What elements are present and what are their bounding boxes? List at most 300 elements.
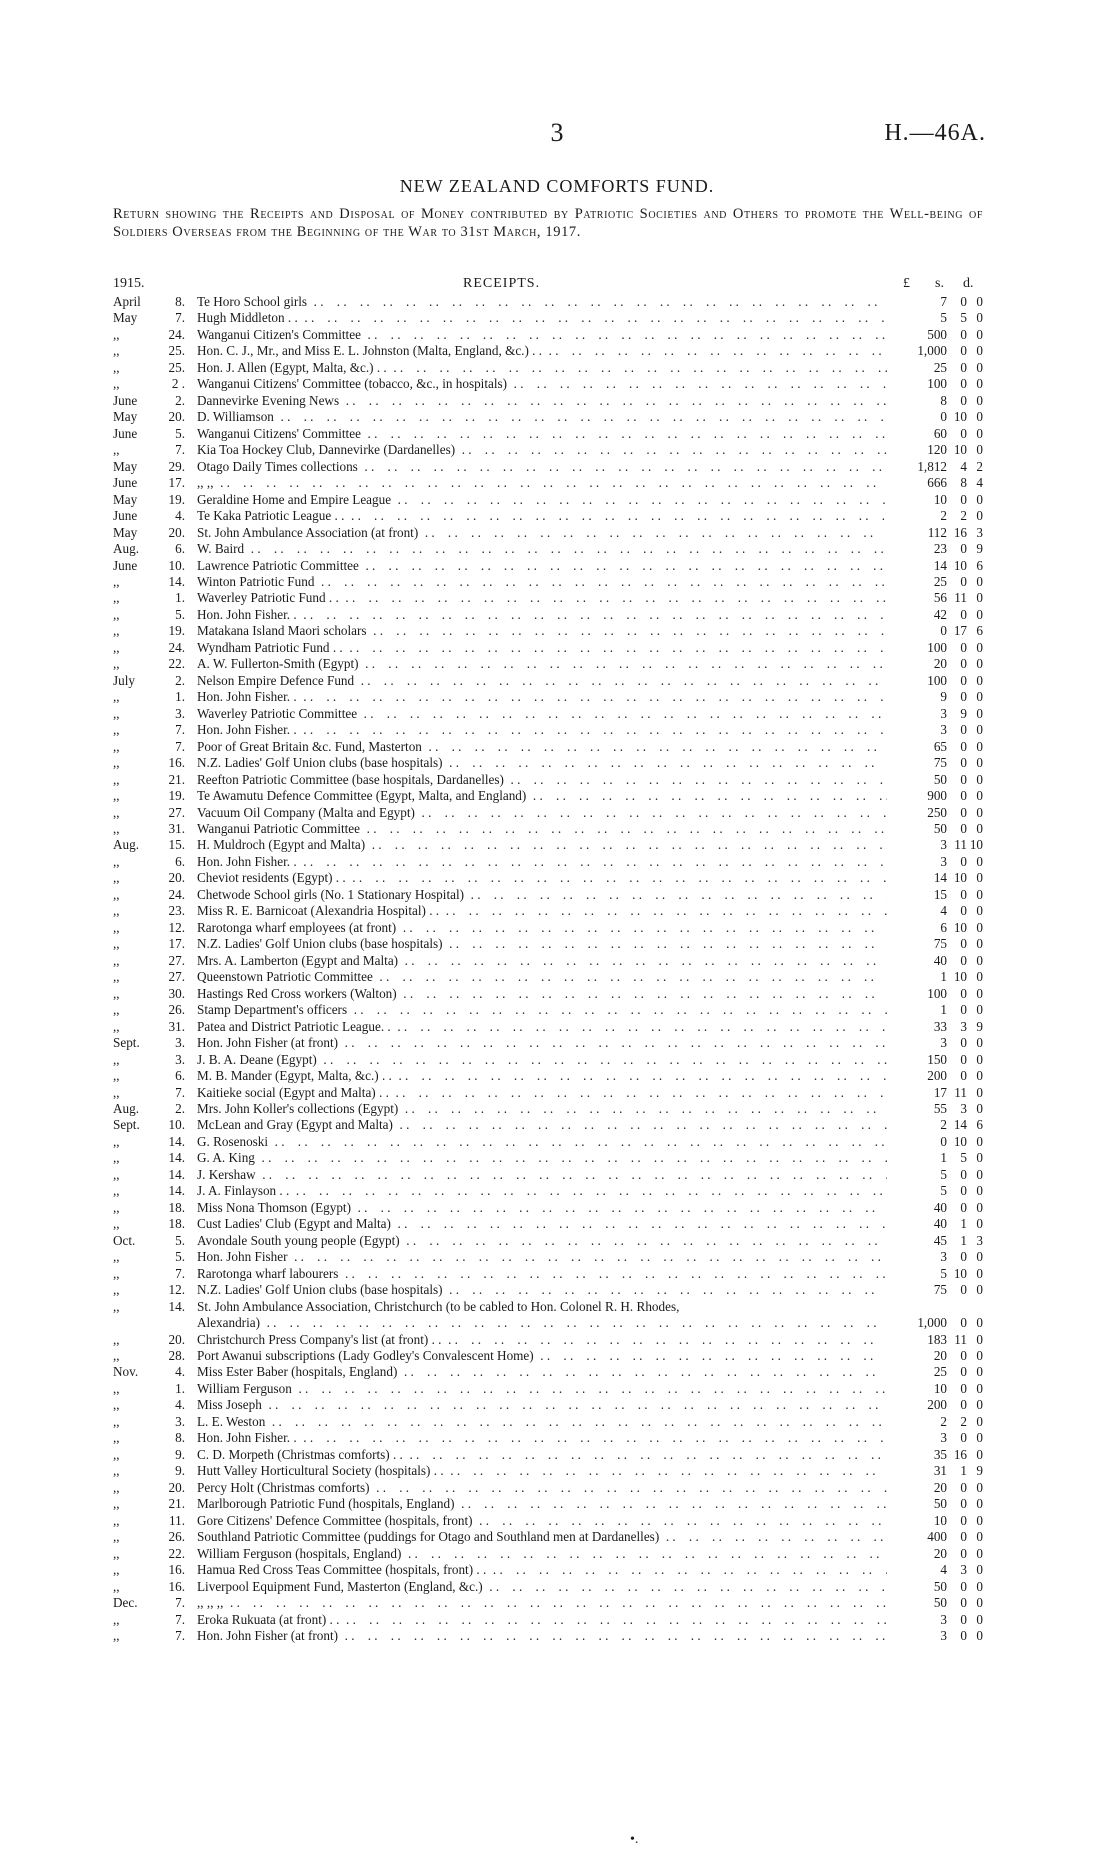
- row-pence: 0: [976, 1578, 983, 1594]
- row-shillings: 10: [953, 557, 967, 573]
- row-shillings: 10: [953, 1133, 967, 1149]
- row-day: 7.: [175, 1595, 185, 1611]
- row-shillings: 0: [960, 343, 967, 359]
- row-pence: 0: [976, 392, 983, 408]
- row-pence: 0: [976, 1627, 983, 1643]
- table-row: [113, 854, 983, 870]
- row-shillings: 0: [960, 1282, 967, 1298]
- row-month: ,,: [113, 804, 120, 820]
- table-row: [113, 294, 983, 310]
- table-row: [113, 936, 983, 952]
- row-description: Nelson Empire Defence Fund . .: [197, 673, 887, 689]
- row-description: Te Awamutu Defence Committee (Egypt, Malta, and England) . .: [197, 788, 887, 804]
- row-day: 24.: [168, 639, 185, 655]
- row-pence: 0: [976, 310, 983, 326]
- row-month: ,,: [113, 1018, 120, 1034]
- row-day: 6.: [175, 541, 185, 557]
- row-pounds: 1: [940, 1002, 947, 1018]
- row-pence: 9: [976, 541, 983, 557]
- row-day: 14.: [168, 1150, 185, 1166]
- row-month: ,,: [113, 1578, 120, 1594]
- table-row: [113, 1430, 983, 1446]
- row-day: 14.: [168, 573, 185, 589]
- row-pounds: 15: [933, 886, 947, 902]
- table-row: [113, 1019, 983, 1035]
- row-pence: 0: [976, 639, 983, 655]
- row-description: Marlborough Patriotic Fund (hospitals, England) . .: [197, 1496, 887, 1512]
- row-month: ,,: [113, 1199, 120, 1215]
- row-day: 24.: [168, 886, 185, 902]
- row-pence: 0: [976, 870, 983, 886]
- table-row: [113, 1381, 983, 1397]
- table-row: [113, 1628, 983, 1644]
- row-pence: 0: [976, 1150, 983, 1166]
- table-row: [113, 656, 983, 672]
- row-day: 1.: [175, 1380, 185, 1396]
- table-row: [113, 558, 983, 574]
- table-row: [113, 1266, 983, 1282]
- row-description: Gore Citizens' Defence Committee (hospitals, front) . .: [197, 1513, 887, 1529]
- table-row: [113, 1595, 983, 1611]
- table-row: [113, 953, 983, 969]
- row-pounds: 2: [940, 508, 947, 524]
- row-description: Hon. John Fisher . .: [197, 1249, 887, 1265]
- row-description: Wyndham Patriotic Fund . . . .: [197, 640, 887, 656]
- row-day: 14.: [168, 1298, 185, 1314]
- row-shillings: 0: [960, 573, 967, 589]
- row-shillings: 0: [960, 771, 967, 787]
- row-month: ,,: [113, 1249, 120, 1265]
- row-shillings: 0: [960, 491, 967, 507]
- table-row: [113, 1085, 983, 1101]
- row-pence: 0: [976, 1380, 983, 1396]
- table-row: [113, 640, 983, 656]
- row-shillings: 0: [960, 936, 967, 952]
- row-shillings: 0: [960, 1249, 967, 1265]
- table-row: [113, 887, 983, 903]
- row-pounds: 4: [940, 1562, 947, 1578]
- table-row: [113, 706, 983, 722]
- row-day: 25.: [168, 359, 185, 375]
- row-description: Liverpool Equipment Fund, Masterton (England, &c.) . .: [197, 1579, 887, 1595]
- row-description: Rarotonga wharf labourers . .: [197, 1266, 887, 1282]
- row-month: ,,: [113, 821, 120, 836]
- table-row: [113, 1233, 983, 1249]
- row-day: 9.: [175, 1446, 185, 1462]
- row-pounds: 5: [940, 1183, 947, 1199]
- row-month: May: [113, 491, 138, 507]
- row-day: 24.: [168, 326, 185, 342]
- row-day: 6.: [175, 1068, 185, 1084]
- row-pence: 0: [976, 1183, 983, 1199]
- table-row: [113, 1463, 983, 1479]
- row-description: Te Kaka Patriotic League . . . .: [197, 508, 887, 524]
- row-pounds: 17: [933, 1084, 947, 1100]
- row-pence: 0: [976, 919, 983, 935]
- row-shillings: 0: [960, 1430, 967, 1446]
- row-month: May: [113, 409, 138, 425]
- row-pence: 9: [976, 1018, 983, 1034]
- row-pounds: 183: [927, 1331, 947, 1347]
- row-pence: 0: [976, 425, 983, 441]
- row-pence: 0: [976, 1249, 983, 1265]
- row-day: 4.: [175, 1364, 185, 1380]
- row-shillings: 16: [953, 1446, 967, 1462]
- row-month: ,,: [113, 573, 120, 589]
- row-month: ,,: [113, 969, 120, 985]
- row-month: ,,: [113, 1413, 120, 1429]
- table-row: [113, 459, 983, 475]
- row-description: Hon. John Fisher (at front) . .: [197, 1035, 887, 1051]
- row-month: June: [113, 475, 138, 491]
- row-pence: 0: [976, 1496, 983, 1512]
- row-month: Oct.: [113, 1232, 136, 1248]
- row-day: 31.: [168, 1018, 185, 1034]
- row-description: Wanganui Citizens' Committee . .: [197, 426, 887, 442]
- row-pounds: 500: [927, 326, 947, 342]
- table-row: [113, 310, 983, 326]
- row-description: J. Kershaw . .: [197, 1167, 887, 1183]
- row-pounds: 120: [927, 442, 947, 458]
- row-day: 12.: [168, 1282, 185, 1298]
- table-row: [113, 1579, 983, 1595]
- table-row: [113, 360, 983, 376]
- row-shillings: 0: [960, 1512, 967, 1528]
- table-row: [113, 1397, 983, 1413]
- row-month: ,,: [113, 936, 120, 952]
- row-shillings: 0: [960, 1002, 967, 1018]
- row-pounds: 56: [933, 590, 947, 606]
- row-shillings: 0: [960, 1348, 967, 1363]
- row-day: 5.: [175, 606, 185, 622]
- table-row: [113, 788, 983, 804]
- row-pence: 0: [976, 656, 983, 672]
- table-row: [113, 722, 983, 738]
- row-shillings: 0: [960, 606, 967, 622]
- printer-mark: •.: [630, 1832, 639, 1847]
- row-description: Stamp Department's officers . .: [197, 1002, 887, 1018]
- row-month: ,,: [113, 590, 120, 606]
- row-day: 16.: [168, 1578, 185, 1594]
- row-shillings: 0: [960, 804, 967, 820]
- row-day: 20.: [168, 870, 185, 886]
- row-description: Hon. John Fisher. . . .: [197, 722, 887, 738]
- row-shillings: 1: [960, 1232, 967, 1248]
- row-month: Sept.: [113, 1117, 140, 1133]
- row-shillings: 0: [960, 1068, 967, 1084]
- row-pence: 0: [976, 886, 983, 902]
- row-description: Hon. John Fisher. . . .: [197, 689, 887, 705]
- row-pence: 9: [976, 1463, 983, 1479]
- row-pounds: 250: [927, 804, 947, 820]
- row-shillings: 1: [960, 1463, 967, 1479]
- table-row: [113, 1414, 983, 1430]
- row-pounds: 5: [940, 1265, 947, 1281]
- row-description: Hon. John Fisher. . . .: [197, 607, 887, 623]
- row-pounds: 7: [940, 294, 947, 309]
- row-pence: 0: [976, 1348, 983, 1363]
- row-pence: 0: [976, 1512, 983, 1528]
- row-month: ,,: [113, 359, 120, 375]
- table-row: [113, 821, 983, 837]
- table-row: [113, 508, 983, 524]
- row-day: 28.: [168, 1348, 185, 1363]
- row-pounds: 400: [927, 1529, 947, 1545]
- row-description: H. Muldroch (Egypt and Malta) . .: [197, 837, 887, 853]
- row-pounds: 9: [940, 689, 947, 705]
- row-pounds: 1: [940, 1150, 947, 1166]
- row-pounds: 100: [927, 672, 947, 688]
- row-pounds: 31: [933, 1463, 947, 1479]
- table-row: [113, 541, 983, 557]
- row-month: ,,: [113, 656, 120, 672]
- row-pounds: 8: [940, 392, 947, 408]
- table-row: [113, 1216, 983, 1232]
- row-shillings: 0: [960, 672, 967, 688]
- row-month: ,,: [113, 1611, 120, 1627]
- row-pounds: 2: [940, 1117, 947, 1133]
- row-description: L. E. Weston . .: [197, 1414, 887, 1430]
- row-shillings: 0: [960, 294, 967, 309]
- row-pence: 2: [976, 458, 983, 474]
- row-shillings: 2: [960, 1413, 967, 1429]
- year-label: 1915.: [113, 276, 145, 291]
- table-row: [113, 986, 983, 1002]
- row-pounds: 50: [933, 1595, 947, 1611]
- table-row: [113, 772, 983, 788]
- table-row: [113, 376, 983, 392]
- table-row: [113, 623, 983, 639]
- row-pence: 4: [976, 475, 983, 491]
- table-row: [113, 1513, 983, 1529]
- row-pounds: 3: [940, 1430, 947, 1446]
- row-month: ,,: [113, 985, 120, 1001]
- row-pence: 0: [976, 1364, 983, 1380]
- row-month: ,,: [113, 1068, 120, 1084]
- row-pounds: 25: [933, 359, 947, 375]
- row-shillings: 16: [953, 524, 967, 540]
- row-pence: 0: [976, 1331, 983, 1347]
- row-shillings: 11: [954, 1084, 967, 1100]
- row-day: 4.: [175, 1397, 185, 1413]
- row-shillings: 0: [960, 1545, 967, 1561]
- row-pence: 0: [976, 508, 983, 524]
- row-month: Nov.: [113, 1364, 139, 1380]
- row-pence: 0: [976, 1002, 983, 1018]
- row-day: 27.: [168, 969, 185, 985]
- row-day: 29.: [168, 458, 185, 474]
- row-pence: 0: [976, 1545, 983, 1561]
- row-day: 7.: [175, 738, 185, 754]
- row-shillings: 0: [960, 821, 967, 836]
- row-pence: 0: [976, 672, 983, 688]
- table-row: [113, 1068, 983, 1084]
- row-description: Reefton Patriotic Committee (base hospitals, Dardanelles) . .: [197, 772, 887, 788]
- row-day: 7.: [175, 310, 185, 326]
- table-row: [113, 1282, 983, 1298]
- row-pounds: 3: [940, 853, 947, 869]
- row-day: 10.: [168, 557, 185, 573]
- row-day: 21.: [168, 771, 185, 787]
- table-row: [113, 1562, 983, 1578]
- row-month: ,,: [113, 1216, 120, 1232]
- table-row: [113, 1348, 983, 1364]
- table-row: [113, 1035, 983, 1051]
- row-pence: 0: [976, 1282, 983, 1298]
- row-month: ,,: [113, 755, 120, 771]
- row-pence: 0: [976, 1216, 983, 1232]
- row-day: 14.: [168, 1183, 185, 1199]
- row-month: ,,: [113, 1002, 120, 1018]
- row-pounds: 3: [940, 1249, 947, 1265]
- table-row: [113, 1002, 983, 1018]
- row-day: 8.: [175, 1430, 185, 1446]
- document-code: H.—46A.: [884, 120, 986, 146]
- row-pence: 0: [976, 985, 983, 1001]
- row-pence: 0: [976, 1430, 983, 1446]
- row-shillings: 11: [954, 590, 967, 606]
- row-description: Hastings Red Cross workers (Walton) . .: [197, 986, 887, 1002]
- row-shillings: 0: [960, 1627, 967, 1643]
- row-description: Cust Ladies' Club (Egypt and Malta) . .: [197, 1216, 887, 1232]
- row-description: A. W. Fullerton-Smith (Egypt) . .: [197, 656, 887, 672]
- row-month: ,,: [113, 1265, 120, 1281]
- row-pence: 0: [976, 821, 983, 836]
- row-month: ,,: [113, 639, 120, 655]
- row-shillings: 9: [960, 705, 967, 721]
- row-day: 18.: [168, 1216, 185, 1232]
- row-shillings: 10: [953, 442, 967, 458]
- row-description: Wanganui Citizen's Committee . .: [197, 327, 887, 343]
- row-pence: 0: [976, 1562, 983, 1578]
- row-pence: 3: [976, 524, 983, 540]
- row-description: William Ferguson . .: [197, 1381, 887, 1397]
- row-month: ,,: [113, 326, 120, 342]
- row-pence: 6: [976, 557, 983, 573]
- row-description: Wanganui Citizens' Committee (tobacco, &c., in hospitals) . .: [197, 376, 887, 392]
- row-pence: 0: [976, 1479, 983, 1495]
- table-row: [113, 442, 983, 458]
- row-description: Hon. John Fisher (at front) . .: [197, 1628, 887, 1644]
- row-description: Miss Nona Thomson (Egypt) . .: [197, 1200, 887, 1216]
- row-month: July: [113, 672, 135, 688]
- row-day: 26.: [168, 1002, 185, 1018]
- row-shillings: 0: [960, 952, 967, 968]
- row-day: 22.: [168, 656, 185, 672]
- row-month: ,,: [113, 689, 120, 705]
- table-row: [113, 689, 983, 705]
- row-pounds: 900: [927, 788, 947, 804]
- pence-header: d.: [963, 276, 974, 291]
- table-row: [113, 739, 983, 755]
- row-pence: 0: [976, 1100, 983, 1116]
- row-day: 18.: [168, 1199, 185, 1215]
- row-day: 16.: [168, 755, 185, 771]
- row-day: 30.: [168, 985, 185, 1001]
- row-pence: 0: [976, 1595, 983, 1611]
- row-pence: 0: [976, 738, 983, 754]
- row-month: ,,: [113, 1298, 120, 1314]
- row-day: 6.: [175, 853, 185, 869]
- row-pounds: 40: [933, 1199, 947, 1215]
- row-description: Miss Ester Baber (hospitals, England) . .: [197, 1364, 887, 1380]
- row-shillings: 0: [960, 1364, 967, 1380]
- row-day: 7.: [175, 442, 185, 458]
- row-shillings: 0: [960, 1315, 967, 1331]
- row-day: 3.: [175, 1051, 185, 1067]
- row-day: 2.: [175, 1100, 185, 1116]
- row-pence: 0: [976, 969, 983, 985]
- row-shillings: 0: [960, 1496, 967, 1512]
- table-row: [113, 1299, 983, 1315]
- table-row: [113, 327, 983, 343]
- row-description: Alexandria) . .: [197, 1315, 887, 1331]
- row-pounds: 50: [933, 821, 947, 836]
- row-description: Kia Toa Hockey Club, Dannevirke (Dardanelles) . .: [197, 442, 887, 458]
- row-pounds: 65: [933, 738, 947, 754]
- table-row: [113, 673, 983, 689]
- row-month: ,,: [113, 1133, 120, 1149]
- row-pence: 0: [976, 1084, 983, 1100]
- row-description: J. B. A. Deane (Egypt) . .: [197, 1052, 887, 1068]
- row-day: 14.: [168, 1166, 185, 1182]
- row-shillings: 0: [960, 656, 967, 672]
- row-description: Otago Daily Times collections . .: [197, 459, 887, 475]
- row-pence: 0: [976, 1035, 983, 1051]
- table-row: [113, 426, 983, 442]
- row-pounds: 42: [933, 606, 947, 622]
- row-pence: 0: [976, 722, 983, 738]
- row-pence: 0: [976, 359, 983, 375]
- row-pounds: 1: [940, 969, 947, 985]
- row-month: ,,: [113, 1529, 120, 1545]
- table-row: [113, 920, 983, 936]
- row-pounds: 45: [933, 1232, 947, 1248]
- row-pounds: 200: [927, 1397, 947, 1413]
- row-pence: 0: [976, 853, 983, 869]
- row-shillings: 3: [960, 1018, 967, 1034]
- row-pence: 0: [976, 1051, 983, 1067]
- row-day: 17.: [168, 936, 185, 952]
- row-pounds: 3: [940, 1611, 947, 1627]
- row-pounds: 3: [940, 722, 947, 738]
- row-shillings: 10: [953, 409, 967, 425]
- row-description: Te Horo School girls . .: [197, 294, 887, 310]
- row-pence: 0: [976, 1265, 983, 1281]
- row-shillings: 8: [960, 475, 967, 491]
- table-row: [113, 1364, 983, 1380]
- row-description: G. Rosenoski . .: [197, 1134, 887, 1150]
- row-description: Hon. John Fisher. . . .: [197, 1430, 887, 1446]
- row-shillings: 0: [960, 541, 967, 557]
- row-pence: 0: [976, 903, 983, 919]
- row-pence: 0: [976, 804, 983, 820]
- row-day: 16.: [168, 1562, 185, 1578]
- row-description: Christchurch Press Company's list (at front) . . . .: [197, 1332, 887, 1348]
- row-pounds: 20: [933, 1545, 947, 1561]
- row-description: McLean and Gray (Egypt and Malta) . .: [197, 1117, 887, 1133]
- table-row: [113, 1480, 983, 1496]
- row-description: Waverley Patriotic Committee . .: [197, 706, 887, 722]
- page-number: 3: [550, 118, 564, 147]
- row-month: ,,: [113, 1084, 120, 1100]
- row-description: Lawrence Patriotic Committee . .: [197, 558, 887, 574]
- table-row: [113, 1101, 983, 1117]
- row-pence: 0: [976, 1315, 983, 1331]
- row-pounds: 10: [933, 1380, 947, 1396]
- row-day: 7.: [175, 1627, 185, 1643]
- table-row: [113, 574, 983, 590]
